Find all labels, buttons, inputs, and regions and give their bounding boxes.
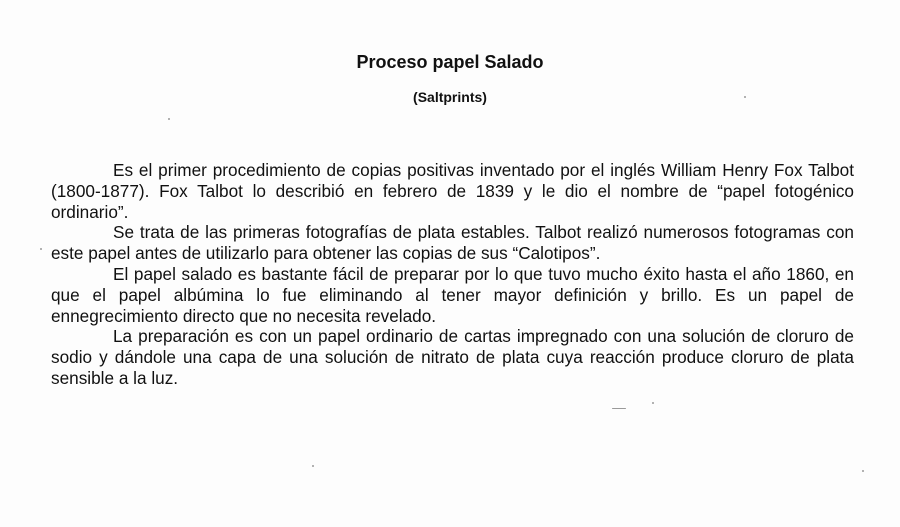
document-title: Proceso papel Salado	[356, 52, 544, 72]
paragraph-1: Es el primer procedimiento de copias positivas inventado por el inglés William Henry Fox Talbot (1800-1877). Fox Talbot lo describió en febrero de 1839 y le dio el nombre de “papel fotogénico ordinario”.	[51, 160, 854, 222]
paragraph-3: El papel salado es bastante fácil de preparar por lo que tuvo mucho éxito hasta el año 1860, en que el papel albúmina lo fue eliminando al tener mayor definición y brillo. Es un papel de ennegrecimiento directo que no necesita revelado.	[51, 263, 854, 326]
scan-speck	[744, 96, 746, 98]
document-body	[51, 160, 854, 389]
paragraph-4: La preparación es con un papel ordinario de cartas impregnado con una solución de cloruro de sodio y dándole una capa de una solución de nitrato de plata cuya reacción produce cloruro de plata sensible a la luz.	[51, 326, 854, 388]
scan-speck	[40, 248, 42, 250]
scan-speck	[612, 408, 626, 409]
scan-speck	[312, 465, 314, 467]
scan-speck	[652, 402, 654, 404]
document-subtitle: (Saltprints)	[413, 89, 487, 105]
scan-speck	[862, 470, 864, 472]
paragraph-2: Se trata de las primeras fotografías de plata estables. Talbot realizó numerosos fotogramas con este papel antes de utilizarlo para obtener las copias de sus “Calotipos”.	[51, 222, 854, 264]
scan-speck	[168, 118, 170, 120]
